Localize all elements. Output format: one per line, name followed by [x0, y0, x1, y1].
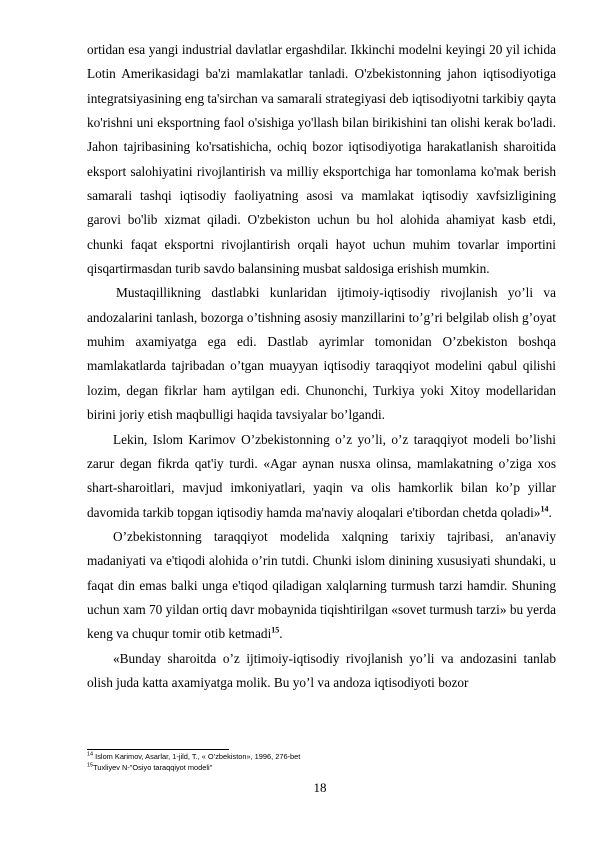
footnote-ref-14: 14 — [540, 504, 549, 514]
footnotes — [87, 752, 556, 773]
footnote-text: Islom Karimov, Asarlar, 1-jild, T., « O’zbekiston», 1996, 276-bet — [93, 752, 301, 761]
paragraph-5-text: «Bunday sharoitda o’z ijtimoiy-iqtisodiy rivojlanish yo’li va andozasini tanlab olish juda katta axamiyatga molik. Bu yo’l va andoza iqtisodiyoti bozor — [87, 650, 556, 690]
paragraph-1 — [87, 38, 556, 281]
paragraph-2 — [87, 281, 556, 427]
paragraph-3-text: Lekin, Islom Karimov O’zbekistonning o’z yo’li, o’z taraqqiyot modeli bo’lishi zarur degan fikrda qat'iy turdi. «Agar aynan nusxa olinsa, mamlakatning o’ziga xos shart-sharoitlari, mavjud imkoniyatlari, yaqin va olis hamkorlik bilan ko’p yillar davomida tarkib topgan iqtisodiy hamda ma'naviy aloqalari e'tibordan chetda qoladi» — [87, 431, 556, 520]
footnote-number: 14 — [87, 751, 94, 758]
footnote-number: 15 — [87, 762, 94, 769]
paragraph-3 — [87, 428, 556, 525]
footnote-separator — [87, 749, 229, 750]
footnote-14 — [87, 752, 556, 763]
paragraph-4 — [87, 525, 556, 647]
body-text — [87, 38, 556, 695]
paragraph-4-end: . — [279, 626, 283, 642]
paragraph-5 — [87, 647, 556, 696]
footnote-text: Tuxliyev N-"Osiyo taraqqiyot modeli" — [93, 762, 213, 772]
page-number: 18 — [313, 780, 327, 795]
paragraph-1-text: ortidan esa yangi industrial davlatlar ergashdilar. Ikkinchi modelni keyingi 20 yil ichida Lotin Amerikasidagi ba'zi mamlakatlar tanladi. O'zbekistonning jahon iqtisodiyotiga integratsiyasining eng ta'sirchan va samarali strategiyasi deb iqtisodiyotni tarkibiy qayta ko'rishni uni eksportning faol o'sishiga yo'llash bilan birikishini tan olishi kerak bo'ladi. Jahon tajribasining ko'rsatishicha, ochiq bozor iqtisodiyotiga harakatlanish sharoitida eksport salohiyatini rivojlantirish va milliy eksportchiga har tomonlama ko'mak berish samarali tashqi iqtisodiy faoliyatning asosi va mamlakat iqtisodiy xavfsizligining garovi bo'lib xizmat qiladi. O'zbekiston uchun bu hol alohida ahamiyat kasb etdi, chunki faqat eksportni rivojlantirish orqali hayot uchun muhim tovarlar importini qisqartirmasdan turib savdo balansining musbat saldosiga erishish mumkin. — [87, 42, 556, 277]
paragraph-2-text: Mustaqillikning dastlabki kunlaridan ijtimoiy-iqtisodiy rivojlanish yo’li va andozalarini tanlash, bozorga o’tishning asosiy manzillarini to’g’ri belgilab olish g’oyat muhim axamiyatga ega edi. Dastlab ayrimlar tomonidan O’zbekiston boshqa mamlakatlarda tajribadan o’tgan muayyan iqtisodiy taraqqiyot modelini qabul qilishi lozim, degan fikrlar ham aytilgan edi. Chunonchi, Turkiya yoki Xitoy modellaridan birini joriy etish maqbulligi haqida tavsiyalar bo’lgandi. — [87, 285, 556, 423]
paragraph-4-text: O’zbekistonning taraqqiyot modelida xalqning tarixiy tajribasi, an'anaviy madaniyati va e'tiqodi alohida o’rin tutdi. Chunki islom dinining xususiyati shundaki, u faqat din emas balki unga e'tiqod qiladigan xalqlarning turmush tarzi hamdir. Shuning uchun xam 70 yildan ortiq davr mobaynida tiqishtirilgan «sovet turmush tarzi» bu yerda keng va chuqur tomir otib ketmadi — [87, 528, 556, 642]
footnote-ref-15: 15 — [271, 625, 280, 635]
paragraph-3-end: . — [548, 504, 552, 520]
footnote-15 — [87, 763, 556, 774]
